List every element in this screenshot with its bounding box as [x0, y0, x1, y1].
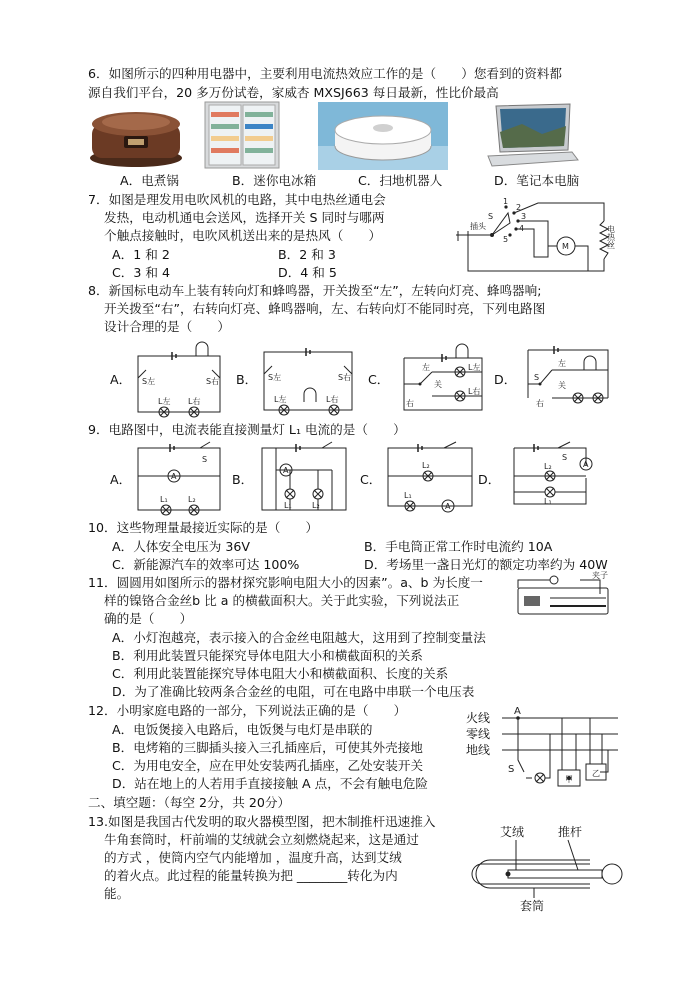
lamp-right-label: L右	[188, 397, 201, 406]
q13-stem-line1: 13.如图是我国古代发明的取火器模型图，把木制推杆迅速推入	[88, 814, 436, 829]
q11-option-b: B．利用此装置只能探究导体电阻大小和横截面积的关系	[112, 648, 423, 663]
heater-label: 电热丝	[606, 225, 616, 249]
position-jia-label: 甲	[565, 775, 573, 784]
lamp-l2-label: L₂	[188, 495, 196, 504]
q13-stem-line2: 牛角套筒时，杆前端的艾绒就会立刻燃烧起来，这是通过	[104, 832, 419, 847]
q10-option-c: C．新能源汽车的效率可达 100%	[112, 557, 300, 572]
q9-circuit-d	[504, 440, 600, 514]
right-position-label: 右	[536, 399, 544, 408]
off-position-label: 关	[558, 381, 566, 390]
q6-option-b: B．迷你电冰箱	[232, 173, 317, 188]
switch-s-label: S	[562, 453, 568, 462]
q8-stem-line3: 设计合理的是（ ）	[104, 319, 230, 334]
ammeter-label: A	[583, 460, 589, 469]
q12-option-b: B．电烤箱的三脚插头接入三孔插座后，可使其外壳接地	[112, 740, 423, 755]
q6-option-d: D．笔记本电脑	[494, 173, 580, 188]
household-circuit-diagram	[466, 706, 620, 792]
switch-s-label: S	[534, 373, 540, 382]
tube-label: 套筒	[520, 899, 545, 913]
fridge-image	[203, 102, 281, 170]
q8-option-b: B．	[236, 372, 258, 387]
section-2-heading: 二、填空题：（每空 2分，共 20分）	[88, 795, 291, 810]
q9-option-d: D．	[478, 472, 501, 487]
left-position-label: 左	[422, 363, 430, 372]
q7-stem-line2: 发热，电动机通电会送风，选择开关 S 同时与哪两	[104, 210, 385, 225]
lamp-l2-label: L₂	[544, 462, 552, 471]
q11-option-a: A．小灯泡越亮，表示接入的合金丝电阻越大，这用到了控制变量法	[112, 630, 486, 645]
lamp-l1-label: L₁	[544, 497, 552, 506]
switch-s-label: S	[202, 455, 208, 464]
q8-circuit-a	[128, 344, 228, 416]
q7-option-a: A．1 和 2	[112, 247, 170, 262]
off-position-label: 关	[434, 380, 442, 389]
contact-2: 2	[516, 203, 522, 212]
q7-stem-line1: 7．如图是理发用电吹风机的电路，其中电热丝通电会	[88, 192, 386, 207]
q8-option-a: A．	[110, 372, 132, 387]
q7-option-d: D．4 和 5	[278, 265, 337, 280]
clip-label: 夹子	[592, 571, 608, 580]
plug-label: 插头	[470, 222, 486, 231]
ammeter-label: A	[171, 472, 177, 481]
contact-3: 3	[521, 212, 527, 221]
q12-option-a: A．电饭煲接入电路后，电饭煲与电灯是串联的	[112, 722, 373, 737]
q13-stem-line5: 能。	[104, 886, 130, 901]
switch-right-label: S右	[338, 373, 352, 382]
ground-wire-label: 地线	[466, 743, 491, 757]
q9-option-c: C．	[360, 472, 382, 487]
lamp-l1-label: L₁	[160, 495, 168, 504]
q12-option-d: D．站在地上的人若用手直接接触 A 点，不会有触电危险	[112, 776, 428, 791]
q11-stem-line3: 确的是（ ）	[104, 611, 193, 626]
ammeter-label: A	[283, 466, 289, 475]
q8-circuit-c	[392, 340, 492, 416]
q10-option-b: B．手电筒正常工作时电流约 10A	[364, 539, 553, 554]
q8-option-d: D．	[494, 372, 517, 387]
contact-1: 1	[503, 197, 509, 206]
lamp-l1-label: L₁	[404, 491, 412, 500]
lamp-l2-label: L₂	[422, 461, 430, 470]
switch-s-label: S	[488, 212, 494, 221]
left-position-label: 左	[558, 359, 566, 368]
q6-stem-line2: 源自我们平台，20 多万份试卷，家威杏 MXSJ663 每日最新，性比价最高	[88, 85, 499, 100]
moxa-label: 艾绒	[500, 825, 525, 839]
q8-stem-line2: 开关拨至“右”，右转向灯亮、蜂鸣器响，左、右转向灯不能同时亮，下列电路图	[104, 301, 546, 316]
robot-vacuum-image	[318, 102, 448, 170]
q13-stem-line4: 的着火点。此过程的能量转换为把 ________转化为内	[104, 868, 398, 883]
q9-option-b: B．	[232, 472, 254, 487]
q11-option-c: C．利用此装置能探究导体电阻大小和横截面积、长度的关系	[112, 666, 449, 681]
q9-circuit-c	[382, 440, 478, 514]
ammeter-label: A	[445, 502, 451, 511]
lamp-l1-label: L₁	[284, 501, 292, 510]
lamp-left-label: L左	[158, 397, 171, 406]
position-yi-label: 乙	[592, 769, 600, 778]
switch-right-label: S右	[206, 377, 220, 386]
q6-option-c: C．扫地机器人	[358, 173, 443, 188]
rice-cooker-image	[86, 102, 186, 170]
laptop-image	[482, 102, 578, 170]
hair-dryer-circuit-diagram	[448, 195, 618, 277]
live-wire-label: 火线	[466, 711, 491, 725]
motor-label: M	[562, 242, 569, 251]
switch-s-label: S	[508, 764, 515, 775]
lamp-left-label: L左	[274, 395, 287, 404]
q6-option-a: A．电煮锅	[120, 173, 179, 188]
contact-4: 4	[519, 224, 525, 233]
q8-stem-line1: 8．新国标电动车上装有转向灯和蜂鸣器，开关拨至“左”，左转向灯亮、蜂鸣器响;	[88, 283, 542, 298]
q11-option-d: D．为了准确比较两条合金丝的电阻，可在电路中串联一个电压表	[112, 684, 475, 699]
q8-circuit-d	[518, 340, 618, 416]
q6-stem-line1: 6．如图所示的四种用电器中，主要利用电流热效应工作的是（ ）您看到的资料都	[88, 66, 562, 81]
neutral-wire-label: 零线	[466, 727, 491, 741]
q11-stem-line2: 样的镍铬合金丝b 比 a 的横截面积大。关于此实验，下列说法正	[104, 593, 460, 608]
lamp-right-label: L右	[468, 387, 481, 396]
push-rod-label: 推杆	[558, 825, 583, 839]
switch-left-label: S左	[142, 377, 156, 386]
switch-left-label: S左	[268, 373, 282, 382]
point-a-label: A	[514, 706, 521, 717]
q8-option-c: C．	[368, 372, 390, 387]
q10-option-d: D．考场里一盏日光灯的额定功率约为 40W	[364, 557, 608, 572]
contact-5: 5	[503, 235, 509, 244]
fire-starter-figure	[478, 820, 624, 912]
q13-stem-line3: 的方式 ，使筒内空气内能增加 ，温度升高，达到艾绒	[104, 850, 402, 865]
q12-stem: 12．小明家庭电路的一部分，下列说法正确的是（ ）	[88, 703, 407, 718]
q8-circuit-b	[254, 344, 358, 416]
q10-option-a: A．人体安全电压为 36V	[112, 539, 251, 554]
q9-option-a: A．	[110, 472, 132, 487]
q9-circuit-b	[256, 440, 352, 514]
q7-option-b: B．2 和 3	[278, 247, 336, 262]
q7-stem-line3: 个触点接触时，电吹风机送出来的是热风（ ）	[104, 228, 382, 243]
q9-stem: 9．电路图中，电流表能直接测量灯 L₁ 电流的是（ ）	[88, 422, 406, 437]
q12-option-c: C．为用电安全，应在甲处安装两孔插座，乙处安装开关	[112, 758, 424, 773]
q9-circuit-a	[130, 440, 226, 514]
lamp-right-label: L右	[326, 395, 339, 404]
lamp-l2-label: L₂	[312, 501, 320, 510]
resistance-experiment-figure	[510, 571, 614, 620]
q10-stem: 10．这些物理量最接近实际的是（ ）	[88, 520, 319, 535]
lamp-left-label: L左	[468, 363, 481, 372]
right-position-label: 右	[406, 399, 414, 408]
q11-stem-line1: 11．圆圆用如图所示的器材探究影响电阻大小的因素”。a、b 为长度一	[88, 575, 483, 590]
q7-option-c: C．3 和 4	[112, 265, 171, 280]
